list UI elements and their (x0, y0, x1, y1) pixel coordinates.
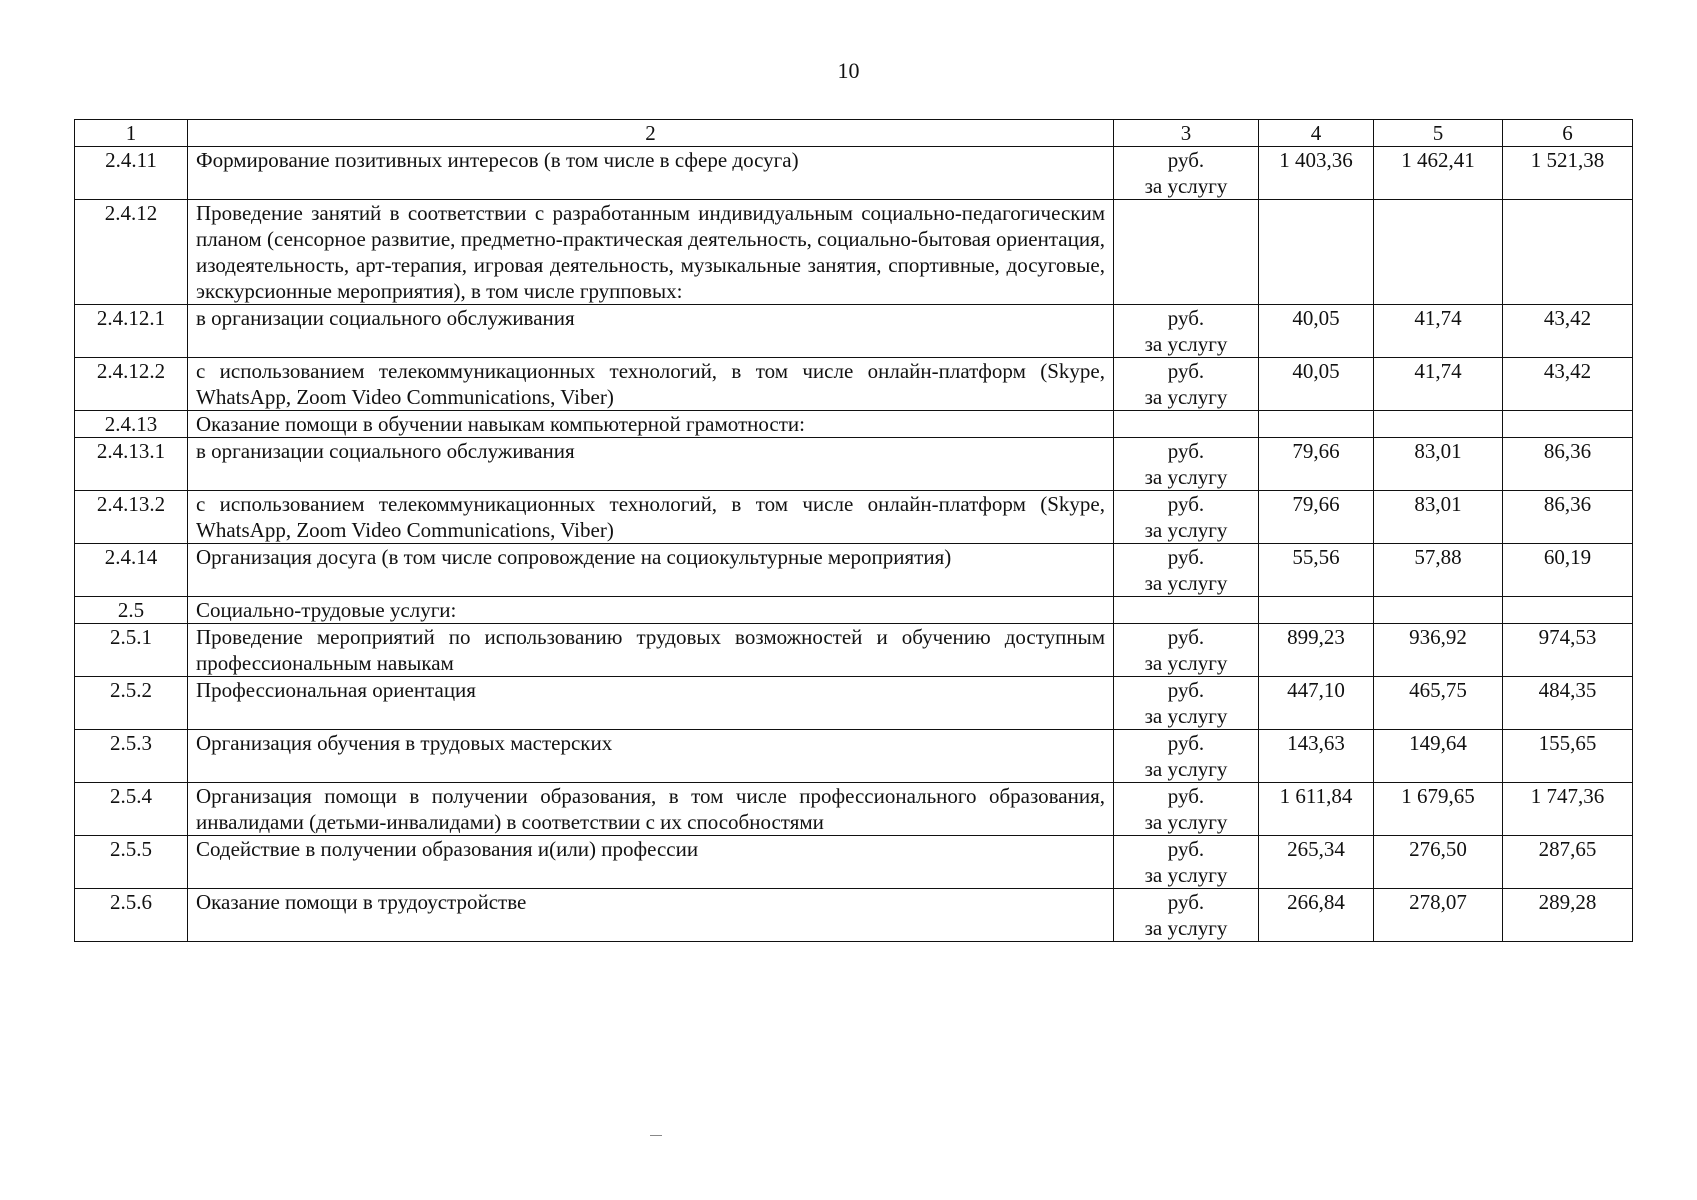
row-name: в организации социального обслуживания (188, 305, 1114, 358)
table-row (75, 491, 1633, 544)
row-value-6: 484,35 (1503, 677, 1633, 730)
row-name: Организация обучения в трудовых мастерских (188, 730, 1114, 783)
column-header: 4 (1259, 120, 1374, 147)
row-name: в организации социального обслуживания (188, 438, 1114, 491)
row-value-5: 1 679,65 (1374, 783, 1503, 836)
row-value-4: 899,23 (1259, 624, 1374, 677)
row-value-6: 86,36 (1503, 491, 1633, 544)
row-value-6: 1 521,38 (1503, 147, 1633, 200)
row-code: 2.4.14 (75, 544, 188, 597)
table-row (75, 730, 1633, 783)
row-code: 2.4.13 (75, 411, 188, 438)
row-value-6 (1503, 200, 1633, 305)
table-row (75, 358, 1633, 411)
row-value-6: 974,53 (1503, 624, 1633, 677)
row-code: 2.5.5 (75, 836, 188, 889)
row-unit: руб. за услугу (1114, 889, 1259, 942)
row-code: 2.5.3 (75, 730, 188, 783)
row-value-5: 936,92 (1374, 624, 1503, 677)
row-value-6: 287,65 (1503, 836, 1633, 889)
row-unit: руб. за услугу (1114, 836, 1259, 889)
row-unit: руб. за услугу (1114, 438, 1259, 491)
row-code: 2.4.12.1 (75, 305, 188, 358)
row-value-6: 289,28 (1503, 889, 1633, 942)
table-row (75, 438, 1633, 491)
row-value-6 (1503, 411, 1633, 438)
row-value-4: 1 403,36 (1259, 147, 1374, 200)
row-value-5: 83,01 (1374, 491, 1503, 544)
row-value-6 (1503, 597, 1633, 624)
row-name: Оказание помощи в обучении навыкам компьютерной грамотности: (188, 411, 1114, 438)
row-value-5 (1374, 200, 1503, 305)
row-unit: руб. за услугу (1114, 544, 1259, 597)
row-value-5: 57,88 (1374, 544, 1503, 597)
table-row (75, 544, 1633, 597)
row-value-5: 83,01 (1374, 438, 1503, 491)
row-code: 2.4.13.2 (75, 491, 188, 544)
row-code: 2.5 (75, 597, 188, 624)
table-row (75, 411, 1633, 438)
row-unit: руб. за услугу (1114, 730, 1259, 783)
row-name: с использованием телекоммуникационных технологий, в том числе онлайн-платформ (Skype, WhatsApp, Zoom Video Communications, Viber) (188, 491, 1114, 544)
row-name: Организация помощи в получении образования, в том числе профессионального образования, инвалидами (детьми-инвалидами) в соответствии с их способностями (188, 783, 1114, 836)
row-value-6: 43,42 (1503, 305, 1633, 358)
row-name: Оказание помощи в трудоустройстве (188, 889, 1114, 942)
row-unit: руб. за услугу (1114, 783, 1259, 836)
row-code: 2.4.11 (75, 147, 188, 200)
row-name: Проведение мероприятий по использованию трудовых возможностей и обучению доступным профессиональным навыкам (188, 624, 1114, 677)
row-name: Проведение занятий в соответствии с разработанным индивидуальным социально-педагогическим планом (сенсорное развитие, предметно-практическая деятельность, социально-бытовая ориентация, изодеятельность, арт-терапия, игровая деятельность, музыкальные занятия, спортивные, досуговые, экскурсионные мероприятия), в том числе групповых: (188, 200, 1114, 305)
row-value-6: 60,19 (1503, 544, 1633, 597)
row-unit: руб. за услугу (1114, 491, 1259, 544)
row-code: 2.5.2 (75, 677, 188, 730)
table-row (75, 147, 1633, 200)
row-unit (1114, 411, 1259, 438)
row-value-5: 278,07 (1374, 889, 1503, 942)
table-row (75, 677, 1633, 730)
row-value-5: 1 462,41 (1374, 147, 1503, 200)
table-row (75, 836, 1633, 889)
tariff-table (74, 119, 1633, 942)
row-value-4 (1259, 200, 1374, 305)
row-value-5: 465,75 (1374, 677, 1503, 730)
row-value-4: 266,84 (1259, 889, 1374, 942)
row-value-4: 447,10 (1259, 677, 1374, 730)
row-value-4: 40,05 (1259, 358, 1374, 411)
row-unit: руб. за услугу (1114, 305, 1259, 358)
row-name: Формирование позитивных интересов (в том числе в сфере досуга) (188, 147, 1114, 200)
row-value-4 (1259, 411, 1374, 438)
table-row (75, 783, 1633, 836)
row-value-5 (1374, 597, 1503, 624)
page-number: 10 (837, 58, 860, 83)
row-unit: руб. за услугу (1114, 624, 1259, 677)
column-header: 6 (1503, 120, 1633, 147)
row-value-6: 1 747,36 (1503, 783, 1633, 836)
row-unit: руб. за услугу (1114, 147, 1259, 200)
row-value-5: 41,74 (1374, 305, 1503, 358)
row-value-6: 155,65 (1503, 730, 1633, 783)
row-value-4 (1259, 597, 1374, 624)
row-name: Социально-трудовые услуги: (188, 597, 1114, 624)
table-row (75, 624, 1633, 677)
row-value-6: 43,42 (1503, 358, 1633, 411)
row-unit (1114, 200, 1259, 305)
row-value-4: 79,66 (1259, 438, 1374, 491)
row-value-4: 143,63 (1259, 730, 1374, 783)
row-value-4: 265,34 (1259, 836, 1374, 889)
row-unit: руб. за услугу (1114, 358, 1259, 411)
table-row (75, 889, 1633, 942)
row-value-5: 41,74 (1374, 358, 1503, 411)
column-header: 1 (75, 120, 188, 147)
row-unit: руб. за услугу (1114, 677, 1259, 730)
row-value-4: 1 611,84 (1259, 783, 1374, 836)
row-unit (1114, 597, 1259, 624)
row-value-6: 86,36 (1503, 438, 1633, 491)
row-value-5: 276,50 (1374, 836, 1503, 889)
row-name: с использованием телекоммуникационных технологий, в том числе онлайн-платформ (Skype, WhatsApp, Zoom Video Communications, Viber) (188, 358, 1114, 411)
table-header-row (75, 120, 1633, 147)
row-name: Содействие в получении образования и(или) профессии (188, 836, 1114, 889)
table-row (75, 200, 1633, 305)
table-row (75, 597, 1633, 624)
row-value-5 (1374, 411, 1503, 438)
row-code: 2.5.4 (75, 783, 188, 836)
column-header: 2 (188, 120, 1114, 147)
table-row (75, 305, 1633, 358)
row-value-5: 149,64 (1374, 730, 1503, 783)
row-value-4: 40,05 (1259, 305, 1374, 358)
column-header: 3 (1114, 120, 1259, 147)
row-code: 2.5.1 (75, 624, 188, 677)
row-code: 2.4.12 (75, 200, 188, 305)
row-code: 2.4.12.2 (75, 358, 188, 411)
scan-mark (650, 1135, 662, 1136)
row-name: Профессиональная ориентация (188, 677, 1114, 730)
column-header: 5 (1374, 120, 1503, 147)
row-value-4: 79,66 (1259, 491, 1374, 544)
row-code: 2.4.13.1 (75, 438, 188, 491)
row-code: 2.5.6 (75, 889, 188, 942)
row-value-4: 55,56 (1259, 544, 1374, 597)
row-name: Организация досуга (в том числе сопровождение на социокультурные мероприятия) (188, 544, 1114, 597)
